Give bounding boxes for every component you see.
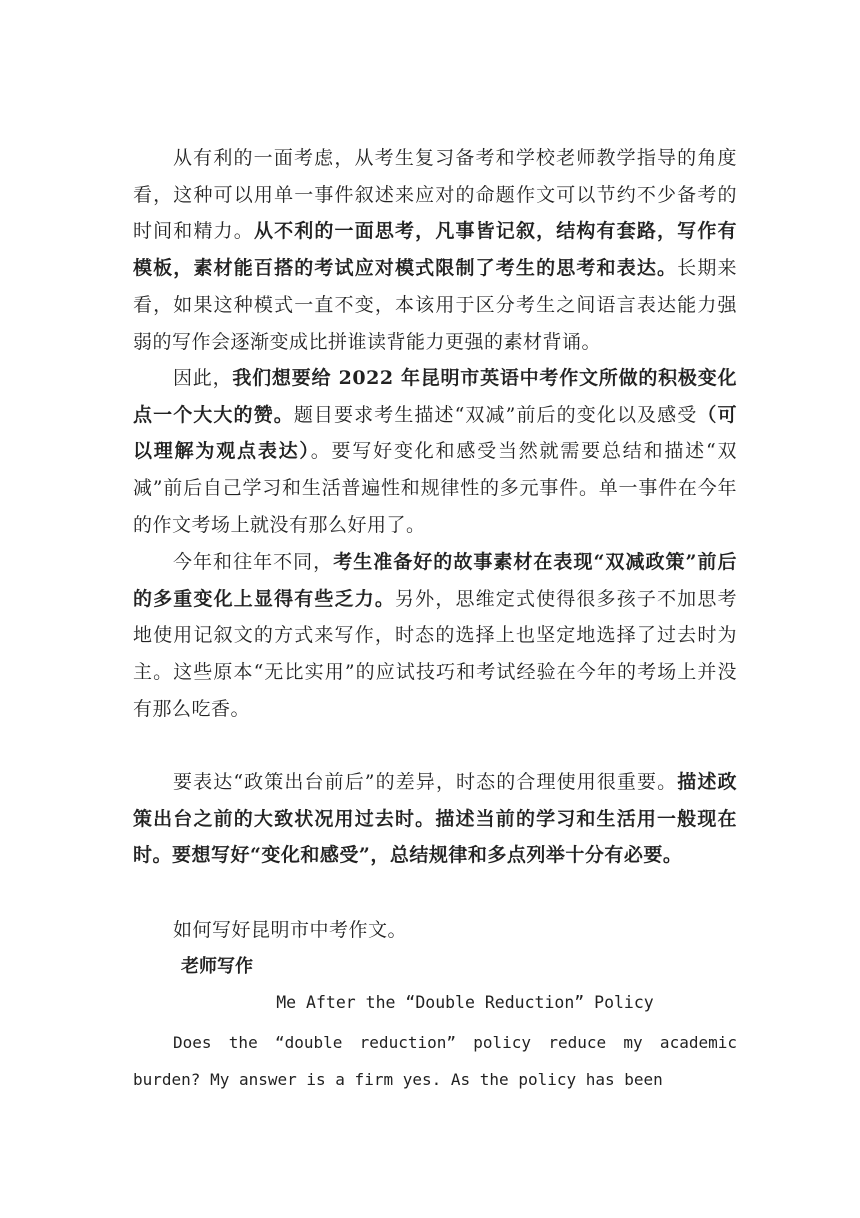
essay-body: Does the “double reduction” policy reduce my academic burden? My answer is a firm yes. As the policy has been [133, 1033, 737, 1089]
paragraph-bold-text: 描述政策出台之前的大致状况用过去时。描述当前的学习和生活用一般现在时。要想写好“变化和感受”，总结规律和多点列举十分有必要。 [133, 771, 737, 867]
paragraph-bold-text: 从不利的一面思考，凡事皆记叙，结构有套路，写作有模板，素材能百搭的考试应对模式限制了考生的思考和表达。 [133, 220, 737, 280]
paragraph-text: 今年和往年不同， [173, 551, 334, 573]
paragraph-how-to: 如何写好昆明市中考作文。 [173, 919, 408, 941]
essay-title [0, 988, 860, 1018]
paragraph-text: 因此， [173, 367, 233, 389]
paragraph-text: 题目要求考生描述“双减”前后的变化以及感受 [293, 403, 698, 426]
paragraph-bold-text: 我们想要给 2022 年昆明市英语中考作文所做的积极变化点一个大大的赞。 [133, 367, 737, 426]
paragraph-bold-text: （可以理解为观点表达） [133, 403, 737, 463]
section-label: 老师写作 [181, 956, 253, 977]
paragraph-text: 另外，思维定式使得很多孩子不加思考地使用记叙文的方式来写作，时态的选择上也坚定地选择了过去时为主。这些原本“无比实用”的应试技巧和考试经验在今年的考场上并没有那么吃香。 [133, 587, 737, 720]
paragraph-advantages [133, 140, 737, 360]
paragraph-praise [133, 360, 737, 544]
paragraph-difference [133, 544, 737, 728]
paragraph-text: 。要写好变化和感受当然就需要总结和描述“双减”前后自己学习和生活普遍性和规律性的多元事件。单一事件在今年的作文考场上就没有那么好用了。 [133, 440, 737, 536]
paragraph-tense-advice [133, 764, 737, 874]
paragraph-text: 长期来看，如果这种模式一直不变，本该用于区分考生之间语言表达能力强弱的写作会逐渐变成比拼谁读背能力更强的素材背诵。 [133, 257, 737, 353]
paragraph-text: 从有利的一面考虑，从考生复习备考和学校老师教学指导的角度看，这种可以用单一事件叙述来应对的命题作文可以节约不少备考的时间和精力。 [133, 147, 737, 243]
paragraph-bold-text: 考生准备好的故事素材在表现“双减政策”前后的多重变化上显得有些乏力。 [133, 551, 737, 610]
essay-title-text: Me After the “Double Reduction” Policy [276, 993, 654, 1012]
paragraph-text: 要表达“政策出台前后”的差异，时态的合理使用很重要。 [173, 771, 678, 793]
